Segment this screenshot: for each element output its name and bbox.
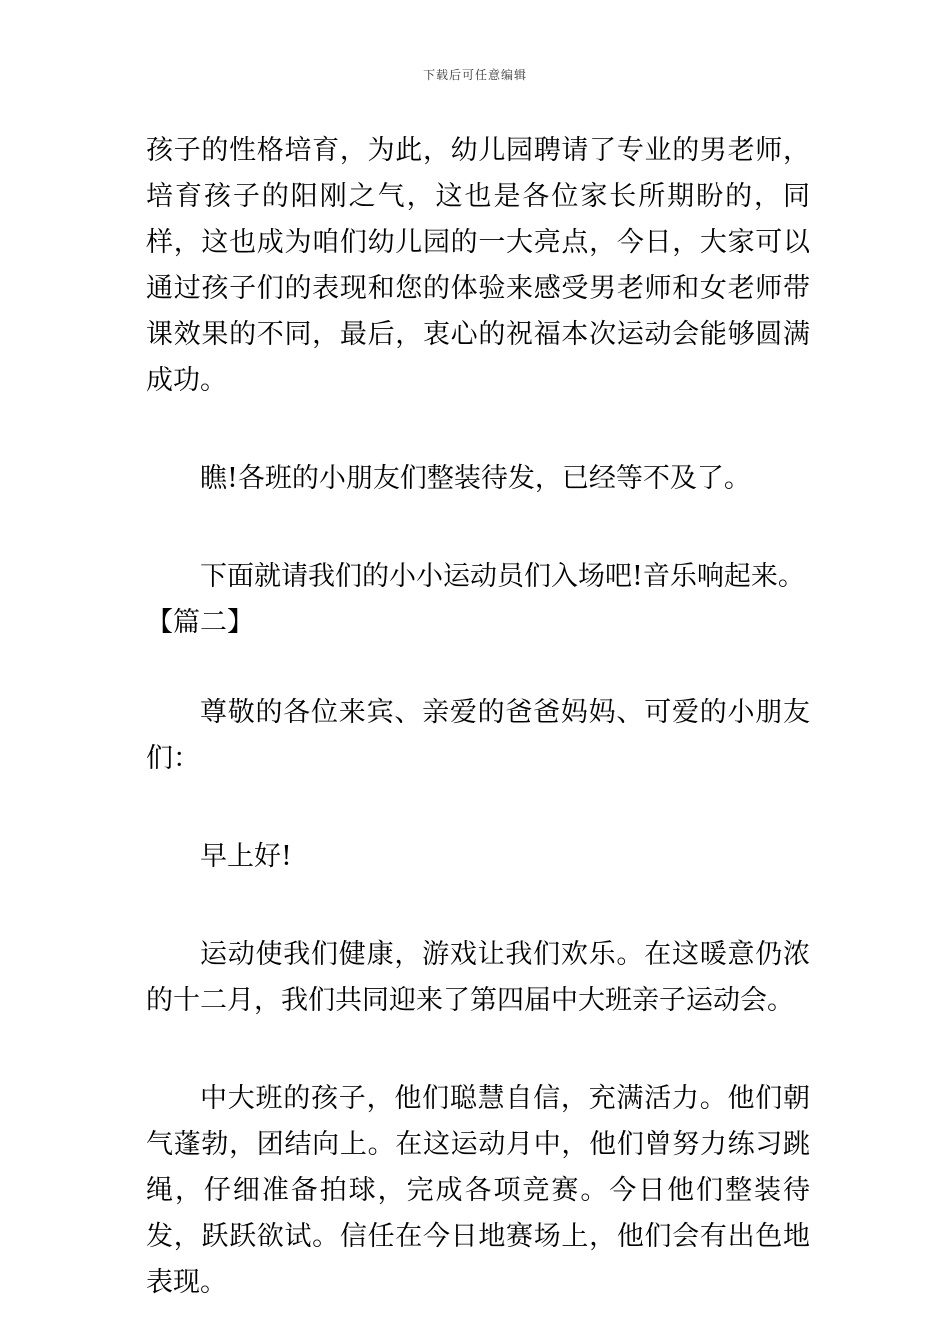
paragraph-children: 中大班的孩子，他们聪慧自信，充满活力。他们朝气蓬勃，团结向上。在这运动月中，他们曾努力练习跳绳，仔细准备拍球，完成各项竞赛。今日他们整装待发，跃跃欲试。信任在今日地赛场上，他们会有出色地表现。 [146,1083,810,1298]
paragraph-spacer [146,782,810,834]
paragraph-spacer [146,880,810,932]
paragraph-spacer [146,502,810,554]
paragraph-spacer [146,646,810,690]
document-body [146,128,810,1306]
paragraph-intro-continued: 孩子的性格培育，为此，幼儿园聘请了专业的男老师，培育孩子的阳刚之气，这也是各位家长所期盼的，同样，这也成为咱们幼儿园的一大亮点，今日，大家可以通过孩子们的表现和您的体验来感受男老师和女老师带课效果的不同，最后，衷心的祝福本次运动会能够圆满成功。 [146,135,810,396]
paragraph-ready: 瞧!各班的小朋友们整装待发，已经等不及了。 [200,463,751,494]
paragraph-enter: 下面就请我们的小小运动员们入场吧!音乐响起来。 [200,561,805,592]
paragraph-greeting: 早上好! [200,841,292,872]
page-header-note: 下载后可任意编辑 [422,68,527,82]
paragraph-spacer [146,1024,810,1076]
paragraph-sports-intro: 运动使我们健康，游戏让我们欢乐。在这暖意仍浓的十二月，我们共同迎来了第四届中大班亲子运动会。 [146,939,810,1016]
section-heading-part-two: 【篇二】 [146,607,254,638]
paragraph-spacer [146,404,810,456]
paragraph-salutation: 尊敬的各位来宾、亲爱的爸爸妈妈、可爱的小朋友们： [146,697,810,774]
